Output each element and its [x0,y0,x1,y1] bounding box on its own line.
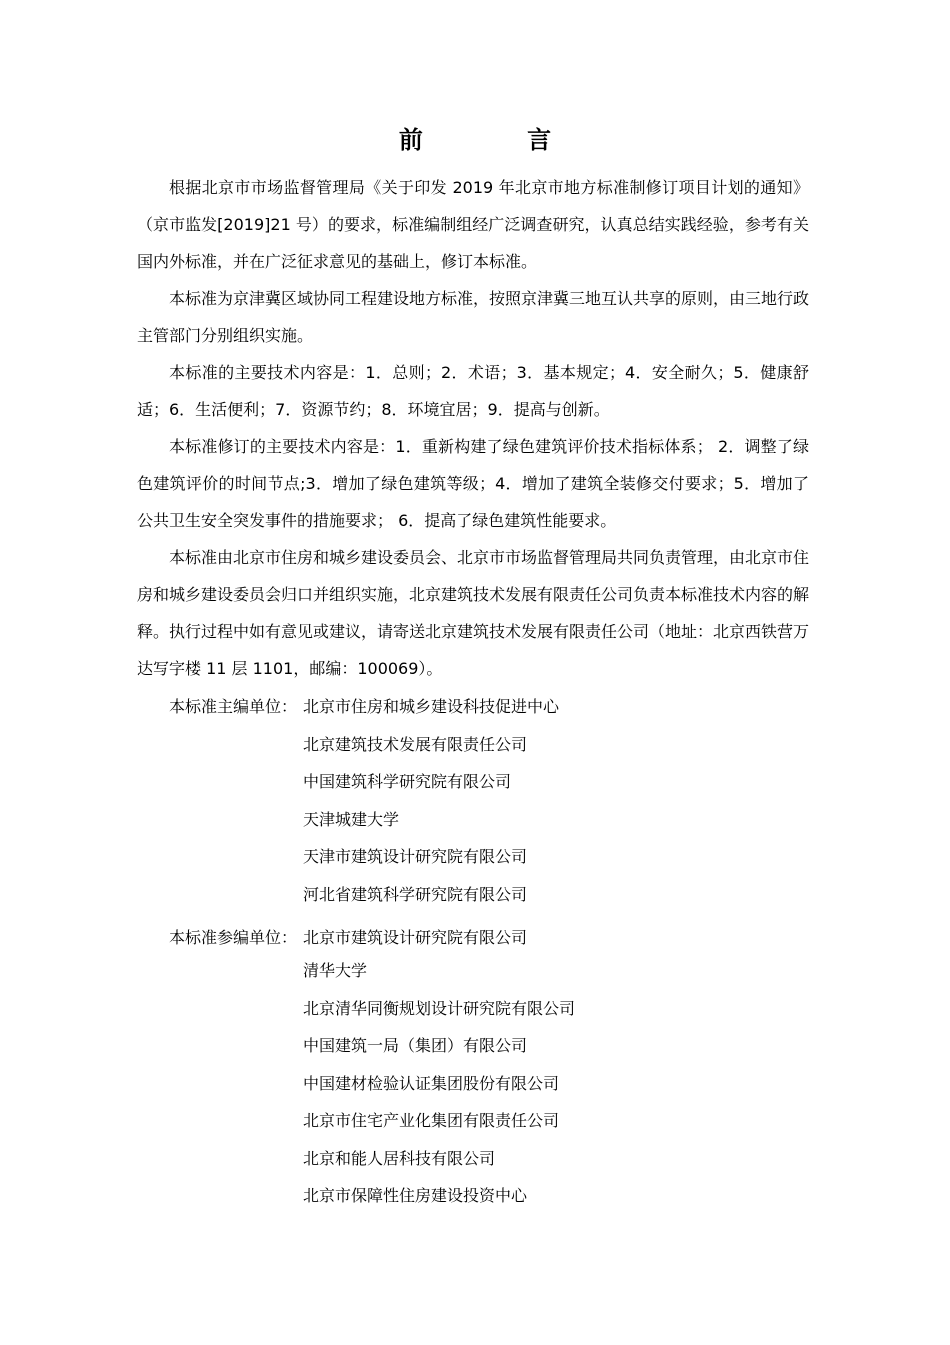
participating-units-list [303,919,575,1215]
list-item: 北京和能人居科技有限公司 [303,1148,496,1168]
list-item: 北京清华同衡规划设计研究院有限公司 [303,998,576,1018]
list-item: 清华大学 [303,961,368,980]
paragraph-management [137,539,809,687]
paragraph-revision-content [137,428,809,539]
list-item: 北京市住房和城乡建设科技促进中心 [303,697,560,716]
paragraph-text: 本标准由北京市住房和城乡建设委员会、北京市市场监督管理局共同负责管理，由北京市住房和城乡建设委员会归口并组织实施，北京建筑技术发展有限责任公司负责本标准技术内容的解释。执行过程中如有意见或建议，请寄送北京建筑技术发展有限责任公司（地址：北京西铁营万达写字楼 11 层 1101，邮编：100069）。 [137,548,810,678]
main-units-label: 本标准主编单位： [169,697,298,716]
list-item: 天津市建筑设计研究院有限公司 [303,847,528,866]
paragraph-text: 本标准修订的主要技术内容是：1．重新构建了绿色建筑评价技术指标体系； 2．调整了绿色建筑评价的时间节点;3．增加了绿色建筑等级；4．增加了建筑全装修交付要求；5．增加了公共卫生安全突发事件的措施要求； 6．提高了绿色建筑性能要求。 [137,437,809,530]
paragraph-text: 本标准为京津冀区域协同工程建设地方标准，按照京津冀三地互认共享的原则，由三地行政主管部门分别组织实施。 [137,289,810,345]
list-item: 中国建筑一局（集团）有限公司 [303,1036,528,1055]
page-title: 前 言 [398,126,600,154]
list-item: 北京市建筑设计研究院有限公司 [303,928,528,947]
list-item: 中国建材检验认证集团股份有限公司 [303,1073,560,1093]
list-item: 北京建筑技术发展有限责任公司 [303,734,528,754]
paragraph-text: 根据北京市市场监督管理局《关于印发 2019 年北京市地方标准制修订项目计划的通知》（京市监发[2019]21 号）的要求，标准编制组经广泛调查研究，认真总结实践经验，参考有关国内外标准，并在广泛征求意见的基础上，修订本标准。 [137,178,809,271]
list-item: 北京市保障性住房建设投资中心 [303,1186,528,1205]
main-units-list [303,688,559,913]
list-item: 河北省建筑科学研究院有限公司 [303,884,528,904]
list-item: 天津城建大学 [303,809,400,829]
paragraph-text: 本标准的主要技术内容是：1．总则；2．术语；3．基本规定；4．安全耐久；5．健康舒适；6．生活便利；7．资源节约；8．环境宜居；9．提高与创新。 [137,363,809,419]
paragraph-basis [137,169,809,280]
paragraph-regional-standard [137,280,809,354]
paragraph-main-content [137,354,809,428]
list-item: 中国建筑科学研究院有限公司 [303,772,512,791]
participating-units-label: 本标准参编单位： [169,928,298,947]
list-item: 北京市住宅产业化集团有限责任公司 [303,1111,560,1130]
